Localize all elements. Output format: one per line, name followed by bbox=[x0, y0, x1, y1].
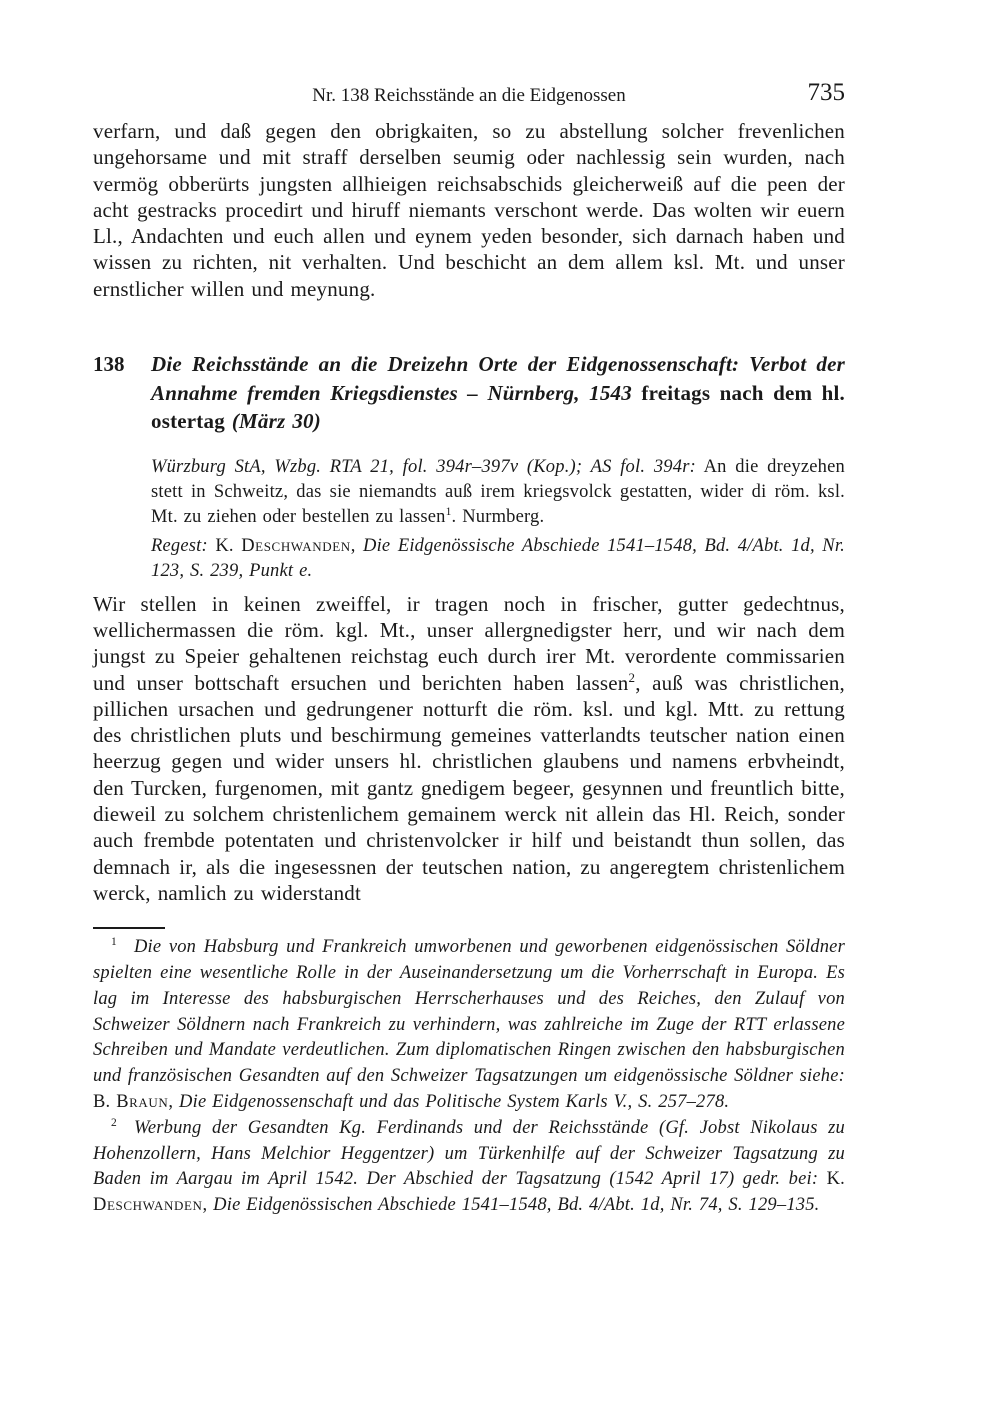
text-segment: Deschwanden bbox=[241, 535, 351, 556]
text-segment: Würzburg StA, Wzbg. RTA 21, fol. 394r–397v (Kop.); AS fol. 394r: bbox=[151, 456, 696, 477]
text-segment: 1 bbox=[445, 506, 452, 519]
running-head bbox=[93, 79, 845, 110]
entry-title bbox=[151, 350, 845, 436]
text-column bbox=[93, 0, 845, 1219]
footnote-2-text bbox=[93, 1118, 845, 1215]
text-segment: Werbung der Gesandten Kg. Ferdinands und der Reichsstände (Gf. Jobst Nikolaus zu Hohenzollern, Hans Melchior Heggentzer) um Türkenhilfe auf der Schweizer Tagsatzung zu Baden im Aargau im April 1542. Der Abschied der Tagsatzung (1542 April 17) gedr. bei: bbox=[93, 1117, 845, 1190]
entry-heading bbox=[93, 350, 845, 436]
source-note bbox=[151, 455, 845, 531]
text-segment: freitags nach dem hl. ostertag bbox=[151, 380, 846, 434]
entry-number: 138 bbox=[93, 352, 125, 377]
text-segment: , bbox=[202, 1195, 214, 1216]
main-paragraph bbox=[93, 591, 845, 907]
footnote-separator bbox=[93, 927, 165, 929]
text-segment: verfarn, und daß gegen den obrigkaiten, so zu abstellung solcher frevenlichen ungehorsame und mit straff derselben seumig oder nachlessig sein wurden, nach vermög obberürts jungsten allhieigen reichsabschids gleicherweiß auf die peen der acht gestracks procedirt und hiruff niemants verschont werde. Das wolten wir euern Ll., Andachten und euch allen und eynem yeden besonder, sich darnach haben und wissen zu richten, nit verhalten. Und beschicht an dem allem ksl. Mt. und unser ernstlicher willen und meynung. bbox=[93, 119, 845, 301]
text-segment: , bbox=[168, 1091, 180, 1112]
text-segment: An die dreyzehen stett in Schweitz, das sie niemandts auß irem kriegsvolck gestatten, wider di röm. ksl. Mt. zu ziehen oder bestellen zu lassen bbox=[151, 456, 845, 528]
text-segment: K. bbox=[207, 535, 242, 556]
footnote-1-marker: 1 bbox=[111, 936, 117, 949]
text-segment: Regest: bbox=[151, 535, 208, 556]
text-segment: Wir stellen in keinen zweiffel, ir tragen noch in frischer, gutter gedechtnus, wellichermassen die röm. kgl. Mt., unser allergnedigster herr, und wir nach dem jungst zu Speier gehaltenen reichstag euch durch irer Mt. verordente commissarien und unser bottschaft ersuchen und berichten haben lassen bbox=[93, 591, 845, 695]
text-segment: Die Eidgenössische Abschiede 1541–1548, Bd. 4/Abt. 1d, Nr. 123, S. 239, Punkt e. bbox=[151, 535, 845, 582]
running-title: Nr. 138 Reichsstände an die Eidgenossen bbox=[312, 85, 626, 106]
text-segment: . Nurmberg. bbox=[451, 507, 545, 528]
text-segment: Deschwanden bbox=[93, 1195, 203, 1216]
footnote-2-marker: 2 bbox=[111, 1116, 117, 1129]
text-segment: , bbox=[350, 535, 364, 556]
text-segment: K. bbox=[826, 1169, 845, 1190]
text-segment: (März 30) bbox=[231, 409, 321, 434]
footnote-1-text bbox=[93, 937, 845, 1112]
footnote-1 bbox=[93, 935, 845, 1116]
continuation-paragraph bbox=[93, 118, 845, 302]
text-segment: Die Eidgenössischen Abschiede 1541–1548, Bd. 4/Abt. 1d, Nr. 74, S. 129–135. bbox=[213, 1195, 820, 1216]
regest-note bbox=[151, 534, 845, 585]
text-segment: , auß was christlichen, pillichen ursachen und gedrungener notturft die röm. ksl. und kgl. Mtt. zu rettung des christlichen pluts und beschirmung gemeines vatterlandts teutscher nation einen heerzug gegen und wider unsers hl. christlichen glaubens und namens erbvheindt, den Turcken, furgenomen, mit gantz gnedigem begeer, gesynnen und freuntlich bitte, dieweil zu solchem christenlichem gemainem werck nit allein das Hl. Reich, sonder auch frembde potentaten und christenvolcker ir hilf und beistandt thun sollen, das demnach ir, als die ingesessnen der teutschen nation, zu angeregtem christenlichem werck, namlich zu widerstandt bbox=[93, 670, 846, 905]
text-segment: B. bbox=[93, 1091, 117, 1112]
text-segment: Braun bbox=[116, 1091, 169, 1112]
text-segment: 2 bbox=[628, 669, 636, 685]
text-segment: Die von Habsburg und Frankreich umworbenen und geworbenen eidgenössischen Söldner spielten eine wesentliche Rolle in der Auseinandersetzung um die Vorherrschaft in Europa. Es lag im Interesse des habsburgischen Herrscherhauses und des Reiches, den Zulauf von Schweizer Söldnern nach Frankreich zu verhindern, was zahlreiche im Zuge der RTT erlassene Schreiben und Mandate verdeutlichen. Zum diplomatischen Ringen zwischen den habsburgischen und französischen Gesandten auf den Schweizer Tagsatzungen um eidgenössische Söldner siehe: bbox=[93, 937, 845, 1087]
page-number: 735 bbox=[807, 79, 845, 106]
footnote-2 bbox=[93, 1116, 845, 1219]
text-segment: Die Reichsstände an die Dreizehn Orte der Eidgenossenschaft: Verbot der Annahme fremden Kriegsdienstes – Nürnberg, 1543 bbox=[151, 352, 845, 405]
footnotes-section bbox=[93, 935, 845, 1219]
text-segment: Die Eidgenossenschaft und das Politische System Karls V., S. 257–278. bbox=[179, 1091, 730, 1112]
